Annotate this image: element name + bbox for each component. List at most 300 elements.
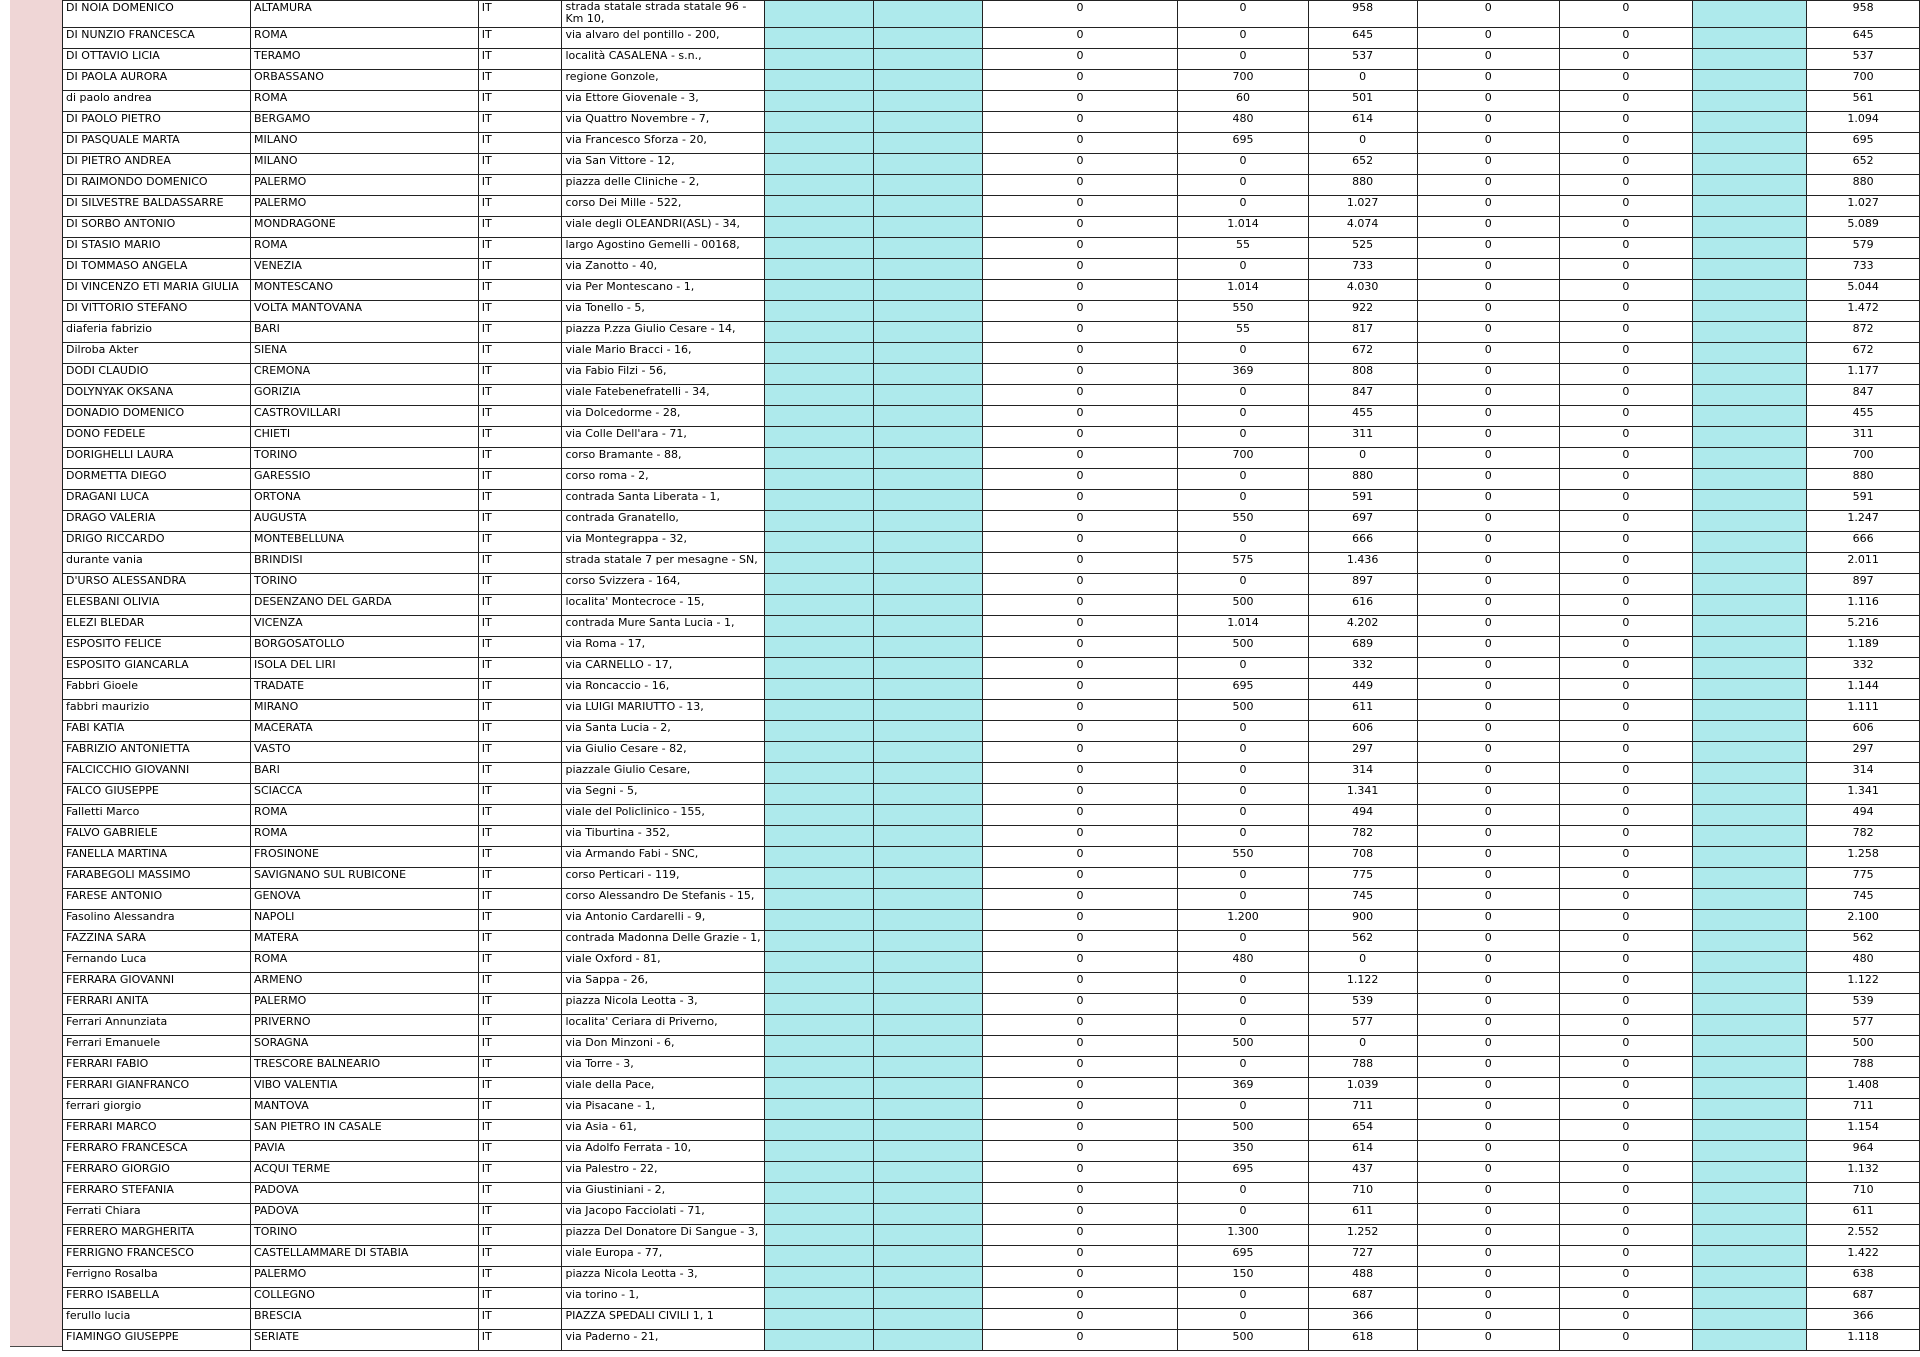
cell-value-1: 0: [982, 1309, 1177, 1330]
cell-value-2: 0: [1178, 1057, 1309, 1078]
cell-value-3: 4.074: [1308, 217, 1417, 238]
cell-value-5: 0: [1560, 847, 1693, 868]
cell-address: via CARNELLO - 17,: [562, 658, 764, 679]
cell-city: ROMA: [250, 952, 478, 973]
cell-value-2: 369: [1178, 1078, 1309, 1099]
cell-value-2: 0: [1178, 406, 1309, 427]
cell-total: 1.118: [1807, 1330, 1920, 1351]
cell-highlight-b: [874, 553, 983, 574]
cell-highlight-c: [1692, 385, 1807, 406]
cell-highlight-a: [764, 364, 874, 385]
cell-country: IT: [478, 931, 562, 952]
table-row: [63, 1078, 1920, 1099]
cell-highlight-c: [1692, 700, 1807, 721]
cell-value-5: 0: [1560, 490, 1693, 511]
cell-address: via Tiburtina - 352,: [562, 826, 764, 847]
cell-value-4: 0: [1417, 763, 1560, 784]
table-row: [63, 637, 1920, 658]
table-row: [63, 1309, 1920, 1330]
cell-value-4: 0: [1417, 826, 1560, 847]
table-row: [63, 196, 1920, 217]
cell-country: IT: [478, 742, 562, 763]
cell-value-2: 150: [1178, 1267, 1309, 1288]
cell-name: DOLYNYAK OKSANA: [63, 385, 251, 406]
cell-city: CASTROVILLARI: [250, 406, 478, 427]
cell-value-1: 0: [982, 910, 1177, 931]
cell-value-5: 0: [1560, 721, 1693, 742]
table-row: [63, 1267, 1920, 1288]
cell-value-5: 0: [1560, 553, 1693, 574]
cell-value-4: 0: [1417, 1141, 1560, 1162]
cell-value-2: 500: [1178, 637, 1309, 658]
cell-country: IT: [478, 1309, 562, 1330]
cell-highlight-b: [874, 784, 983, 805]
cell-value-2: 0: [1178, 1288, 1309, 1309]
table-row: [63, 616, 1920, 637]
cell-total: 700: [1807, 448, 1920, 469]
cell-value-3: 577: [1308, 1015, 1417, 1036]
cell-value-3: 782: [1308, 826, 1417, 847]
cell-address: via alvaro del pontillo - 200,: [562, 28, 764, 49]
cell-name: DRAGANI LUCA: [63, 490, 251, 511]
cell-country: IT: [478, 973, 562, 994]
cell-highlight-a: [764, 1141, 874, 1162]
cell-address: contrada Granatello,: [562, 511, 764, 532]
cell-highlight-b: [874, 427, 983, 448]
cell-address: strada statale strada statale 96 - Km 10,: [562, 1, 764, 28]
cell-value-3: 672: [1308, 343, 1417, 364]
cell-value-3: 494: [1308, 805, 1417, 826]
table-row: [63, 259, 1920, 280]
cell-value-4: 0: [1417, 1330, 1560, 1351]
cell-value-2: 700: [1178, 448, 1309, 469]
cell-highlight-c: [1692, 595, 1807, 616]
cell-city: MATERA: [250, 931, 478, 952]
cell-country: IT: [478, 301, 562, 322]
cell-highlight-a: [764, 973, 874, 994]
cell-highlight-b: [874, 1162, 983, 1183]
table-row: [63, 49, 1920, 70]
cell-value-1: 0: [982, 553, 1177, 574]
cell-highlight-a: [764, 511, 874, 532]
cell-country: IT: [478, 112, 562, 133]
cell-highlight-b: [874, 343, 983, 364]
table-row: [63, 700, 1920, 721]
cell-highlight-c: [1692, 175, 1807, 196]
cell-highlight-a: [764, 448, 874, 469]
cell-highlight-a: [764, 658, 874, 679]
cell-highlight-b: [874, 448, 983, 469]
cell-highlight-b: [874, 994, 983, 1015]
cell-highlight-a: [764, 1267, 874, 1288]
cell-city: PADOVA: [250, 1204, 478, 1225]
cell-highlight-c: [1692, 28, 1807, 49]
cell-value-5: 0: [1560, 910, 1693, 931]
cell-value-3: 880: [1308, 469, 1417, 490]
cell-value-5: 0: [1560, 217, 1693, 238]
cell-country: IT: [478, 427, 562, 448]
cell-address: piazza Nicola Leotta - 3,: [562, 994, 764, 1015]
cell-country: IT: [478, 1, 562, 28]
cell-address: via Roncaccio - 16,: [562, 679, 764, 700]
cell-value-3: 611: [1308, 700, 1417, 721]
cell-value-5: 0: [1560, 637, 1693, 658]
cell-value-2: 1.300: [1178, 1225, 1309, 1246]
cell-value-1: 0: [982, 259, 1177, 280]
row-header-stripe-edge: [10, 1346, 62, 1347]
cell-value-4: 0: [1417, 385, 1560, 406]
cell-value-2: 0: [1178, 973, 1309, 994]
cell-city: GORIZIA: [250, 385, 478, 406]
cell-name: Fabbri Gioele: [63, 679, 251, 700]
cell-total: 577: [1807, 1015, 1920, 1036]
cell-value-5: 0: [1560, 805, 1693, 826]
cell-total: 695: [1807, 133, 1920, 154]
cell-value-3: 537: [1308, 49, 1417, 70]
cell-highlight-b: [874, 28, 983, 49]
table-row: [63, 1015, 1920, 1036]
cell-highlight-a: [764, 1057, 874, 1078]
cell-value-3: 697: [1308, 511, 1417, 532]
cell-value-5: 0: [1560, 994, 1693, 1015]
cell-highlight-c: [1692, 322, 1807, 343]
cell-highlight-c: [1692, 133, 1807, 154]
cell-total: 645: [1807, 28, 1920, 49]
cell-value-2: 0: [1178, 175, 1309, 196]
cell-value-4: 0: [1417, 1099, 1560, 1120]
cell-highlight-b: [874, 910, 983, 931]
cell-name: FERRARO FRANCESCA: [63, 1141, 251, 1162]
table-row: [63, 1288, 1920, 1309]
cell-value-4: 0: [1417, 973, 1560, 994]
cell-highlight-a: [764, 1204, 874, 1225]
cell-value-1: 0: [982, 301, 1177, 322]
cell-value-1: 0: [982, 448, 1177, 469]
cell-value-2: 695: [1178, 679, 1309, 700]
cell-highlight-a: [764, 196, 874, 217]
cell-country: IT: [478, 364, 562, 385]
cell-value-5: 0: [1560, 70, 1693, 91]
cell-value-3: 958: [1308, 1, 1417, 28]
cell-value-3: 922: [1308, 301, 1417, 322]
cell-value-2: 500: [1178, 1120, 1309, 1141]
cell-name: DRIGO RICCARDO: [63, 532, 251, 553]
cell-value-5: 0: [1560, 1036, 1693, 1057]
cell-address: via Giulio Cesare - 82,: [562, 742, 764, 763]
cell-highlight-b: [874, 49, 983, 70]
table-row: [63, 175, 1920, 196]
cell-city: TRADATE: [250, 679, 478, 700]
cell-value-1: 0: [982, 847, 1177, 868]
cell-name: Fasolino Alessandra: [63, 910, 251, 931]
table-row: [63, 343, 1920, 364]
cell-value-1: 0: [982, 91, 1177, 112]
cell-value-2: 550: [1178, 511, 1309, 532]
cell-highlight-b: [874, 742, 983, 763]
cell-highlight-c: [1692, 343, 1807, 364]
cell-value-5: 0: [1560, 364, 1693, 385]
cell-highlight-b: [874, 805, 983, 826]
cell-value-4: 0: [1417, 406, 1560, 427]
cell-total: 1.408: [1807, 1078, 1920, 1099]
cell-highlight-c: [1692, 1057, 1807, 1078]
cell-total: 606: [1807, 721, 1920, 742]
cell-highlight-c: [1692, 490, 1807, 511]
cell-highlight-c: [1692, 91, 1807, 112]
cell-highlight-a: [764, 133, 874, 154]
cell-highlight-b: [874, 196, 983, 217]
cell-value-3: 1.436: [1308, 553, 1417, 574]
cell-name: FABRIZIO ANTONIETTA: [63, 742, 251, 763]
cell-value-4: 0: [1417, 721, 1560, 742]
cell-value-4: 0: [1417, 28, 1560, 49]
table-row: [63, 679, 1920, 700]
cell-country: IT: [478, 1141, 562, 1162]
cell-value-1: 0: [982, 1183, 1177, 1204]
cell-value-2: 1.014: [1178, 217, 1309, 238]
cell-city: PALERMO: [250, 196, 478, 217]
cell-name: FARESE ANTONIO: [63, 889, 251, 910]
cell-highlight-c: [1692, 49, 1807, 70]
cell-city: ORTONA: [250, 490, 478, 511]
cell-address: località CASALENA - s.n.,: [562, 49, 764, 70]
cell-value-4: 0: [1417, 910, 1560, 931]
cell-highlight-c: [1692, 721, 1807, 742]
cell-highlight-b: [874, 364, 983, 385]
table-row: [63, 322, 1920, 343]
cell-total: 2.100: [1807, 910, 1920, 931]
cell-highlight-b: [874, 637, 983, 658]
cell-highlight-a: [764, 700, 874, 721]
cell-value-5: 0: [1560, 616, 1693, 637]
cell-name: Ferrari Annunziata: [63, 1015, 251, 1036]
cell-highlight-b: [874, 1309, 983, 1330]
cell-country: IT: [478, 1099, 562, 1120]
table-body: [63, 1, 1920, 1351]
cell-value-5: 0: [1560, 406, 1693, 427]
cell-name: FERRIGNO FRANCESCO: [63, 1246, 251, 1267]
cell-value-5: 0: [1560, 1, 1693, 28]
cell-total: 1.189: [1807, 637, 1920, 658]
table-row: [63, 280, 1920, 301]
cell-value-1: 0: [982, 112, 1177, 133]
cell-value-2: 0: [1178, 532, 1309, 553]
cell-city: PAVIA: [250, 1141, 478, 1162]
cell-value-3: 614: [1308, 1141, 1417, 1162]
cell-value-3: 311: [1308, 427, 1417, 448]
cell-highlight-c: [1692, 238, 1807, 259]
table-row: [63, 763, 1920, 784]
cell-city: ORBASSANO: [250, 70, 478, 91]
cell-highlight-c: [1692, 763, 1807, 784]
cell-value-2: 0: [1178, 1, 1309, 28]
cell-highlight-a: [764, 952, 874, 973]
cell-value-2: 550: [1178, 847, 1309, 868]
cell-value-3: 708: [1308, 847, 1417, 868]
cell-address: via Adolfo Ferrata - 10,: [562, 1141, 764, 1162]
table-row: [63, 1057, 1920, 1078]
cell-total: 311: [1807, 427, 1920, 448]
table-row: [63, 112, 1920, 133]
cell-value-2: 550: [1178, 301, 1309, 322]
cell-highlight-c: [1692, 469, 1807, 490]
cell-highlight-c: [1692, 889, 1807, 910]
cell-country: IT: [478, 1078, 562, 1099]
cell-value-3: 4.202: [1308, 616, 1417, 637]
cell-value-1: 0: [982, 742, 1177, 763]
cell-city: VICENZA: [250, 616, 478, 637]
cell-value-4: 0: [1417, 1288, 1560, 1309]
cell-value-3: 654: [1308, 1120, 1417, 1141]
cell-city: ROMA: [250, 28, 478, 49]
cell-city: TORINO: [250, 574, 478, 595]
cell-country: IT: [478, 1015, 562, 1036]
cell-address: viale Fatebenefratelli - 34,: [562, 385, 764, 406]
cell-name: FERRARI ANITA: [63, 994, 251, 1015]
cell-address: viale degli OLEANDRI(ASL) - 34,: [562, 217, 764, 238]
cell-address: via Segni - 5,: [562, 784, 764, 805]
cell-name: DI SILVESTRE BALDASSARRE: [63, 196, 251, 217]
cell-highlight-c: [1692, 574, 1807, 595]
cell-value-5: 0: [1560, 301, 1693, 322]
cell-name: FABI KATIA: [63, 721, 251, 742]
cell-address: viale della Pace,: [562, 1078, 764, 1099]
cell-highlight-a: [764, 637, 874, 658]
cell-address: contrada Mure Santa Lucia - 1,: [562, 616, 764, 637]
cell-country: IT: [478, 532, 562, 553]
cell-total: 782: [1807, 826, 1920, 847]
cell-highlight-b: [874, 973, 983, 994]
cell-city: MONTEBELLUNA: [250, 532, 478, 553]
cell-highlight-c: [1692, 196, 1807, 217]
cell-highlight-a: [764, 322, 874, 343]
cell-country: IT: [478, 1225, 562, 1246]
cell-value-2: 0: [1178, 784, 1309, 805]
cell-address: via Torre - 3,: [562, 1057, 764, 1078]
cell-value-3: 562: [1308, 931, 1417, 952]
cell-total: 297: [1807, 742, 1920, 763]
cell-city: BARI: [250, 322, 478, 343]
cell-city: ROMA: [250, 805, 478, 826]
cell-highlight-c: [1692, 1309, 1807, 1330]
cell-country: IT: [478, 952, 562, 973]
cell-value-3: 788: [1308, 1057, 1417, 1078]
cell-city: BRESCIA: [250, 1309, 478, 1330]
cell-city: SERIATE: [250, 1330, 478, 1351]
cell-address: via Asia - 61,: [562, 1120, 764, 1141]
cell-value-5: 0: [1560, 448, 1693, 469]
cell-value-1: 0: [982, 574, 1177, 595]
cell-country: IT: [478, 553, 562, 574]
cell-highlight-b: [874, 154, 983, 175]
cell-highlight-c: [1692, 406, 1807, 427]
cell-value-5: 0: [1560, 133, 1693, 154]
cell-value-2: 0: [1178, 721, 1309, 742]
cell-total: 494: [1807, 805, 1920, 826]
cell-value-1: 0: [982, 868, 1177, 889]
cell-country: IT: [478, 637, 562, 658]
table-row: [63, 427, 1920, 448]
cell-value-4: 0: [1417, 658, 1560, 679]
cell-value-4: 0: [1417, 847, 1560, 868]
cell-highlight-b: [874, 868, 983, 889]
cell-value-2: 0: [1178, 574, 1309, 595]
cell-value-5: 0: [1560, 427, 1693, 448]
cell-value-2: 60: [1178, 91, 1309, 112]
cell-value-2: 0: [1178, 889, 1309, 910]
cell-city: ACQUI TERME: [250, 1162, 478, 1183]
cell-city: CASTELLAMMARE DI STABIA: [250, 1246, 478, 1267]
cell-address: via Fabio Filzi - 56,: [562, 364, 764, 385]
cell-city: PRIVERNO: [250, 1015, 478, 1036]
cell-value-2: 700: [1178, 70, 1309, 91]
cell-country: IT: [478, 805, 562, 826]
table-row: [63, 1246, 1920, 1267]
cell-value-3: 775: [1308, 868, 1417, 889]
cell-value-1: 0: [982, 637, 1177, 658]
cell-highlight-c: [1692, 784, 1807, 805]
cell-city: AUGUSTA: [250, 511, 478, 532]
cell-total: 611: [1807, 1204, 1920, 1225]
cell-value-1: 0: [982, 1288, 1177, 1309]
table-row: [63, 1036, 1920, 1057]
cell-value-4: 0: [1417, 868, 1560, 889]
cell-country: IT: [478, 994, 562, 1015]
cell-total: 1.177: [1807, 364, 1920, 385]
table-row: [63, 91, 1920, 112]
cell-value-5: 0: [1560, 742, 1693, 763]
cell-value-3: 616: [1308, 595, 1417, 616]
cell-name: FERRARI FABIO: [63, 1057, 251, 1078]
cell-country: IT: [478, 133, 562, 154]
cell-value-3: 611: [1308, 1204, 1417, 1225]
cell-highlight-c: [1692, 1036, 1807, 1057]
cell-value-3: 455: [1308, 406, 1417, 427]
cell-country: IT: [478, 91, 562, 112]
cell-name: D'URSO ALESSANDRA: [63, 574, 251, 595]
cell-city: VENEZIA: [250, 259, 478, 280]
cell-address: corso Perticari - 119,: [562, 868, 764, 889]
table-row: [63, 1141, 1920, 1162]
cell-total: 1.111: [1807, 700, 1920, 721]
cell-address: PIAZZA SPEDALI CIVILI 1, 1: [562, 1309, 764, 1330]
cell-highlight-a: [764, 1330, 874, 1351]
cell-country: IT: [478, 1288, 562, 1309]
cell-value-3: 727: [1308, 1246, 1417, 1267]
cell-total: 775: [1807, 868, 1920, 889]
cell-value-4: 0: [1417, 952, 1560, 973]
cell-highlight-b: [874, 1057, 983, 1078]
cell-name: Falletti Marco: [63, 805, 251, 826]
cell-value-1: 0: [982, 238, 1177, 259]
cell-value-4: 0: [1417, 1204, 1560, 1225]
cell-value-3: 710: [1308, 1183, 1417, 1204]
table-row: [63, 406, 1920, 427]
cell-value-1: 0: [982, 616, 1177, 637]
cell-city: ALTAMURA: [250, 1, 478, 28]
cell-value-4: 0: [1417, 322, 1560, 343]
table-row: [63, 805, 1920, 826]
cell-name: DORIGHELLI LAURA: [63, 448, 251, 469]
cell-address: via Roma - 17,: [562, 637, 764, 658]
cell-highlight-a: [764, 679, 874, 700]
cell-value-5: 0: [1560, 931, 1693, 952]
cell-value-3: 525: [1308, 238, 1417, 259]
cell-highlight-c: [1692, 658, 1807, 679]
cell-value-2: 695: [1178, 133, 1309, 154]
table-row: [63, 301, 1920, 322]
cell-value-1: 0: [982, 994, 1177, 1015]
